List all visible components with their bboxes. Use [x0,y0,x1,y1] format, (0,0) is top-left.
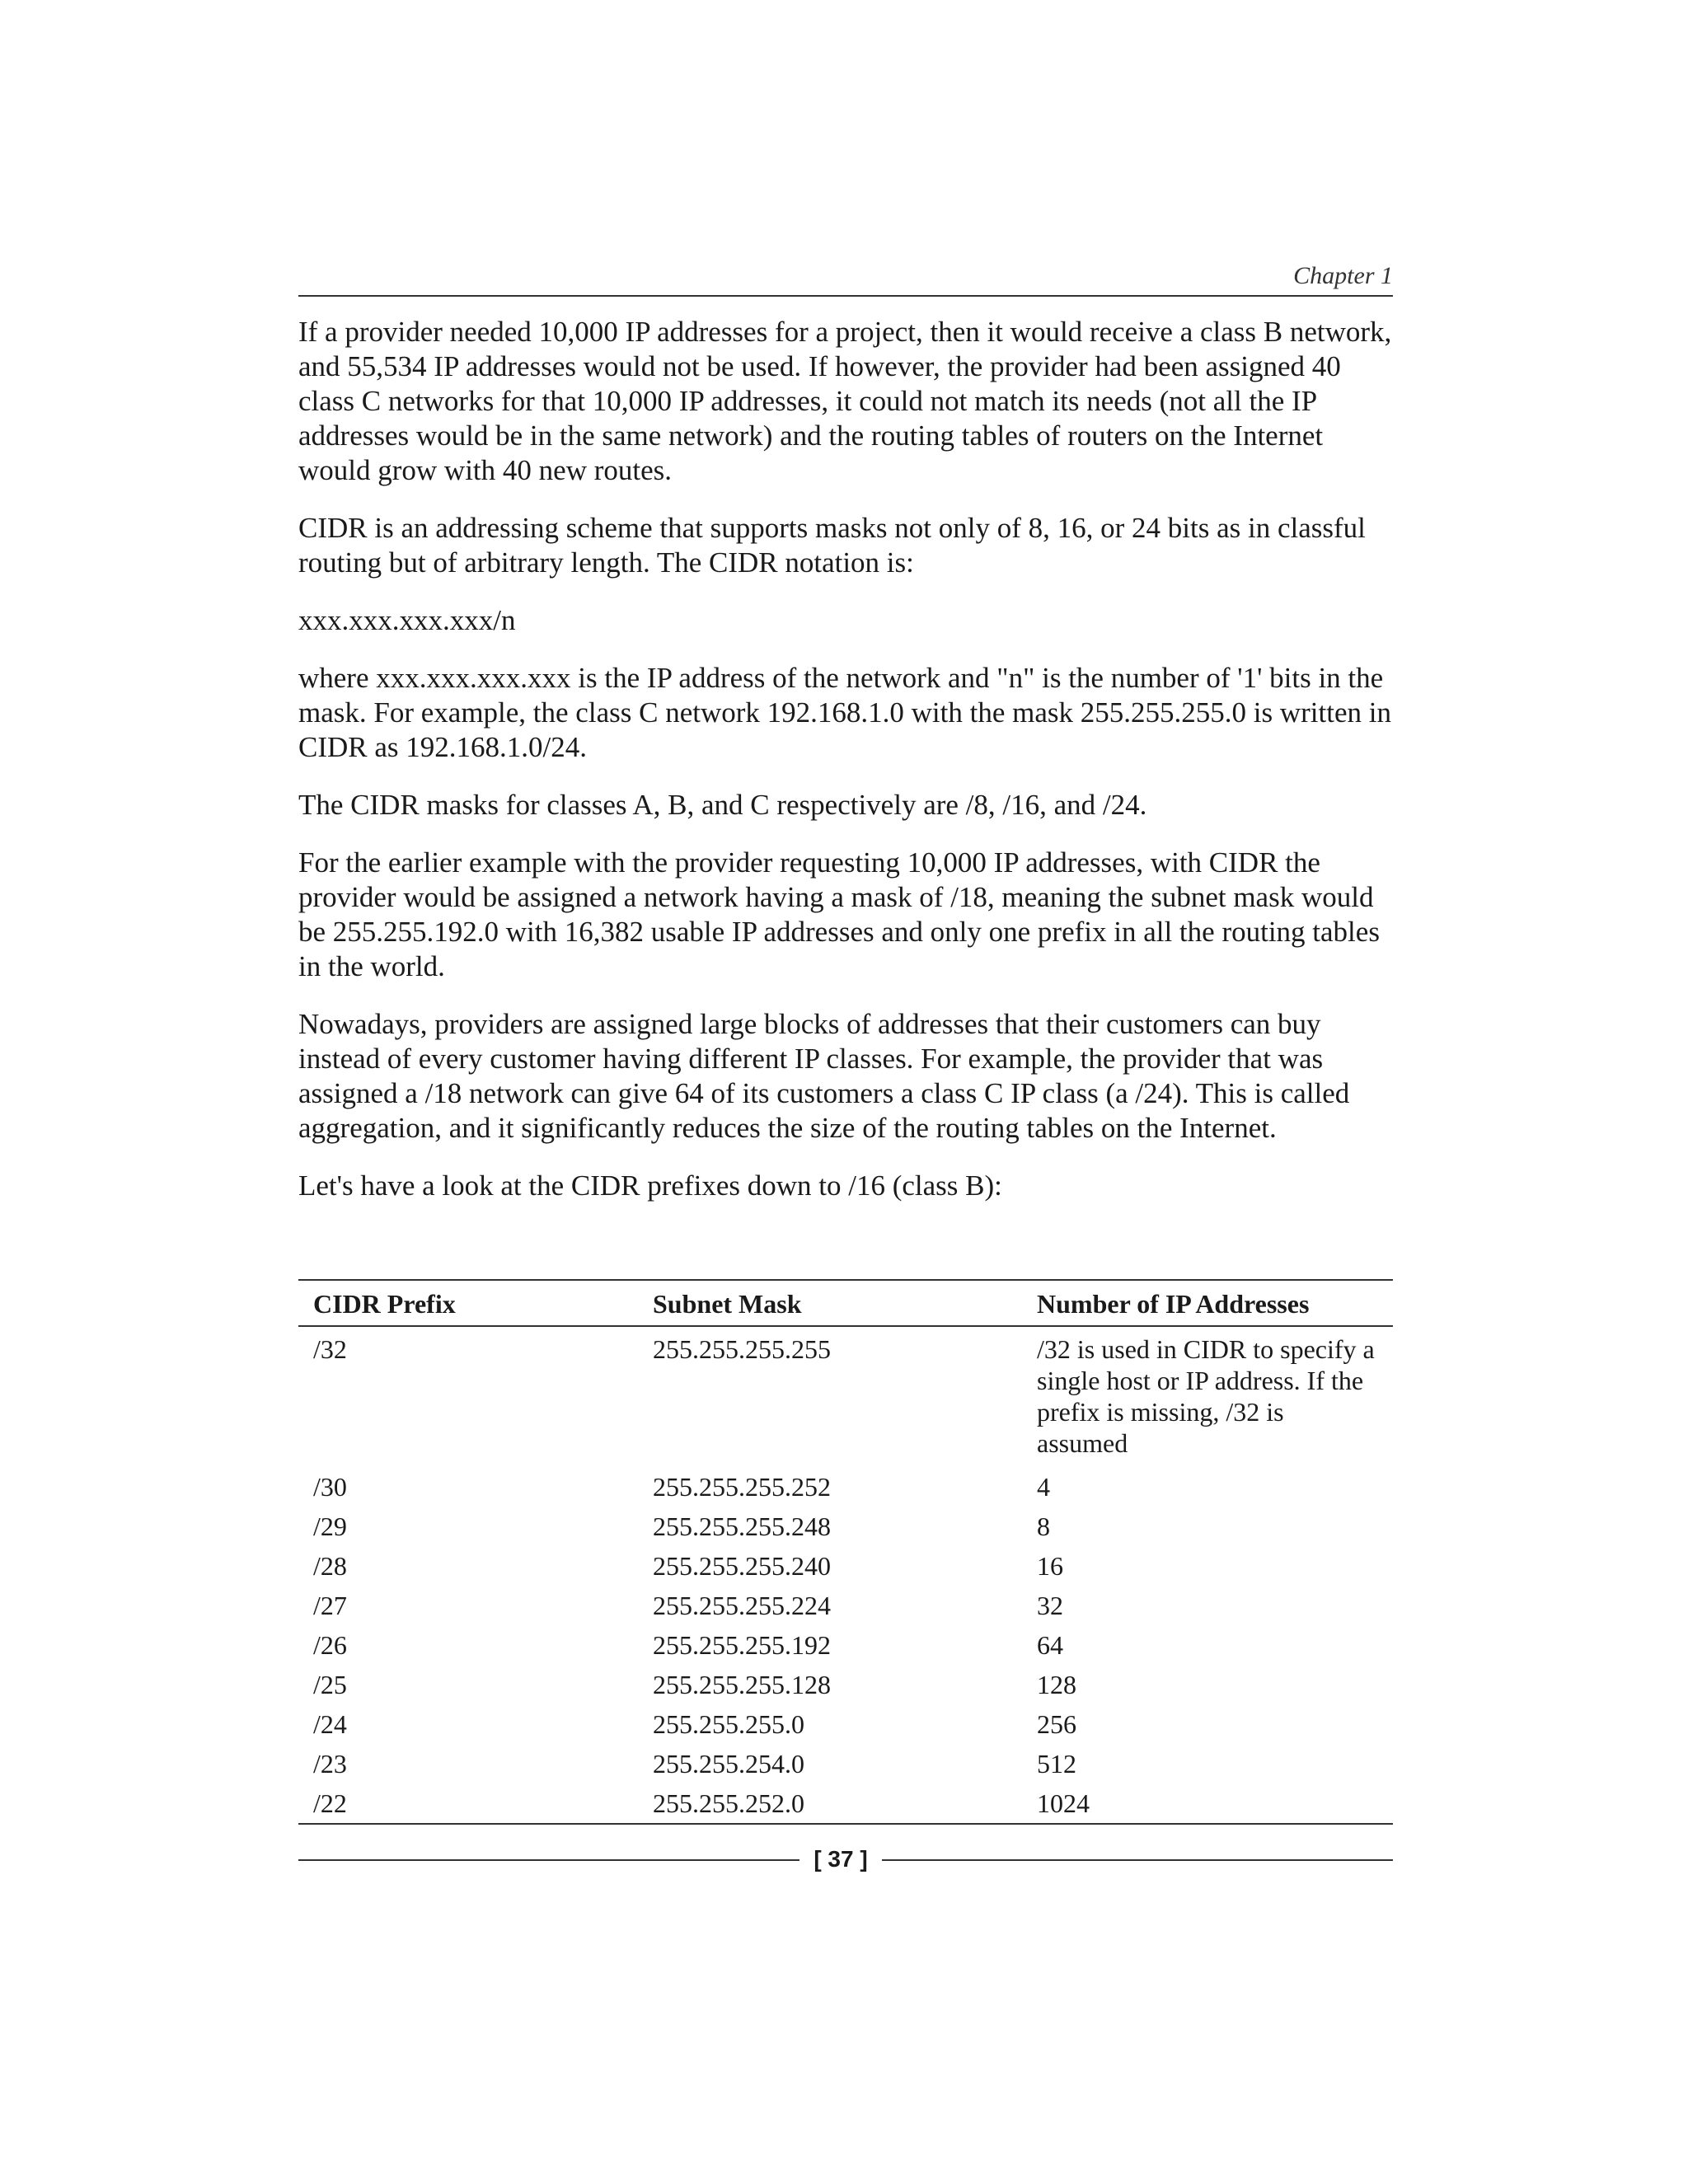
table-row [298,1783,1393,1824]
running-header [298,257,1393,297]
paragraph-aggregation: Nowadays, providers are assigned large blocks of addresses that their customers can buy instead of every customer having different IP classes. For example, the provider that was assigned a /18 network can give 64 of its customers a class C IP class (a /24). This is called aggregation, and it significantly reduces the size of the routing tables on the Internet. [298,1008,1350,1144]
ip-count-cell: 4 [1037,1472,1050,1502]
cidr-notation: xxx.xxx.xxx.xxx/n [298,604,516,636]
page-number: [ 37 ] [814,1846,868,1872]
subnet-mask-cell: 255.255.255.192 [653,1630,831,1660]
table-row [298,1704,1393,1744]
cidr-prefix-cell: /30 [313,1472,347,1502]
table-row [298,1326,1393,1467]
paragraph-notation-explanation: where xxx.xxx.xxx.xxx is the IP address of the network and "n" is the number of '1' bits in the mask. For example, the class C network 192.168.1.0 with the mask 255.255.255.0 is written in CIDR as 192.168.1.0/24. [298,662,1391,763]
ip-count-cell: 64 [1037,1630,1063,1660]
chapter-label: Chapter 1 [1293,262,1393,289]
ip-count-cell: 512 [1037,1749,1076,1779]
subnet-mask-cell: 255.255.255.255 [653,1334,831,1364]
ip-count-cell: 1024 [1022,1783,1393,1824]
cidr-prefix-cell: /29 [313,1511,347,1541]
table-row [298,1507,1393,1546]
ip-count-cell: 8 [1037,1511,1050,1541]
subnet-mask-cell: 255.255.254.0 [653,1749,804,1779]
table-row [298,1744,1393,1783]
subnet-mask-cell: 255.255.255.252 [653,1472,831,1502]
subnet-mask-cell: 255.255.255.248 [653,1511,831,1541]
footer-rule-left [298,1859,799,1861]
table-row [298,1665,1393,1704]
page-footer [298,1843,1393,1876]
subnet-mask-cell: 255.255.255.128 [653,1670,831,1699]
ip-count-cell: 32 [1037,1591,1063,1620]
cidr-prefix-cell: /27 [313,1591,347,1620]
body-text [298,315,1393,1226]
cidr-prefix-cell: /26 [313,1630,347,1660]
ip-count-cell: 256 [1037,1709,1076,1739]
paragraph-table-intro: Let's have a look at the CIDR prefixes down to /16 (class B): [298,1169,1002,1202]
column-header-number-of-ip-addresses: Number of IP Addresses [1022,1280,1393,1326]
cidr-prefix-cell: /32 [313,1334,347,1364]
column-header-subnet-mask: Subnet Mask [638,1280,1022,1326]
table-header-row [298,1280,1393,1326]
subnet-mask-cell: 255.255.255.224 [653,1591,831,1620]
cidr-prefix-cell: /28 [313,1551,347,1581]
paragraph-class-b-example: If a provider needed 10,000 IP addresses for a project, then it would receive a class B network, and 55,534 IP addresses would not be used. If however, the provider had been assigned 40 class C networks for that 10,000 IP addresses, it could not match its needs (not all the IP addresses would be in the same network) and the routing tables of routers on the Internet would grow with 40 new routes. [298,316,1392,486]
cidr-prefix-cell: /22 [298,1783,638,1824]
paragraph-cidr-intro: CIDR is an addressing scheme that supports masks not only of 8, 16, or 24 bits as in classful routing but of arbitrary length. The CIDR notation is: [298,512,1366,579]
ip-count-cell: /32 is used in CIDR to specify a single host or IP address. If the prefix is missing, /32 is assumed [1037,1334,1375,1458]
footer-rule-right [882,1859,1393,1861]
subnet-mask-cell: 255.255.255.240 [653,1551,831,1581]
subnet-mask-cell: 255.255.252.0 [638,1783,1022,1824]
subnet-mask-cell: 255.255.255.0 [653,1709,804,1739]
cidr-prefix-table [298,1279,1393,1825]
cidr-prefix-cell: /23 [313,1749,347,1779]
cidr-prefix-cell: /25 [313,1670,347,1699]
table-row [298,1586,1393,1625]
column-header-cidr-prefix: CIDR Prefix [298,1280,638,1326]
table-row [298,1467,1393,1507]
ip-count-cell: 16 [1037,1551,1063,1581]
ip-count-cell: 128 [1037,1670,1076,1699]
book-page [298,0,1393,2184]
table-row [298,1546,1393,1586]
cidr-prefix-cell: /24 [313,1709,347,1739]
table-row [298,1625,1393,1665]
paragraph-provider-example: For the earlier example with the provider requesting 10,000 IP addresses, with CIDR the provider would be assigned a network having a mask of /18, meaning the subnet mask would be 255.255.192.0 with 16,382 usable IP addresses and only one prefix in all the routing tables in the world. [298,846,1380,982]
paragraph-class-masks: The CIDR masks for classes A, B, and C respectively are /8, /16, and /24. [298,789,1147,821]
